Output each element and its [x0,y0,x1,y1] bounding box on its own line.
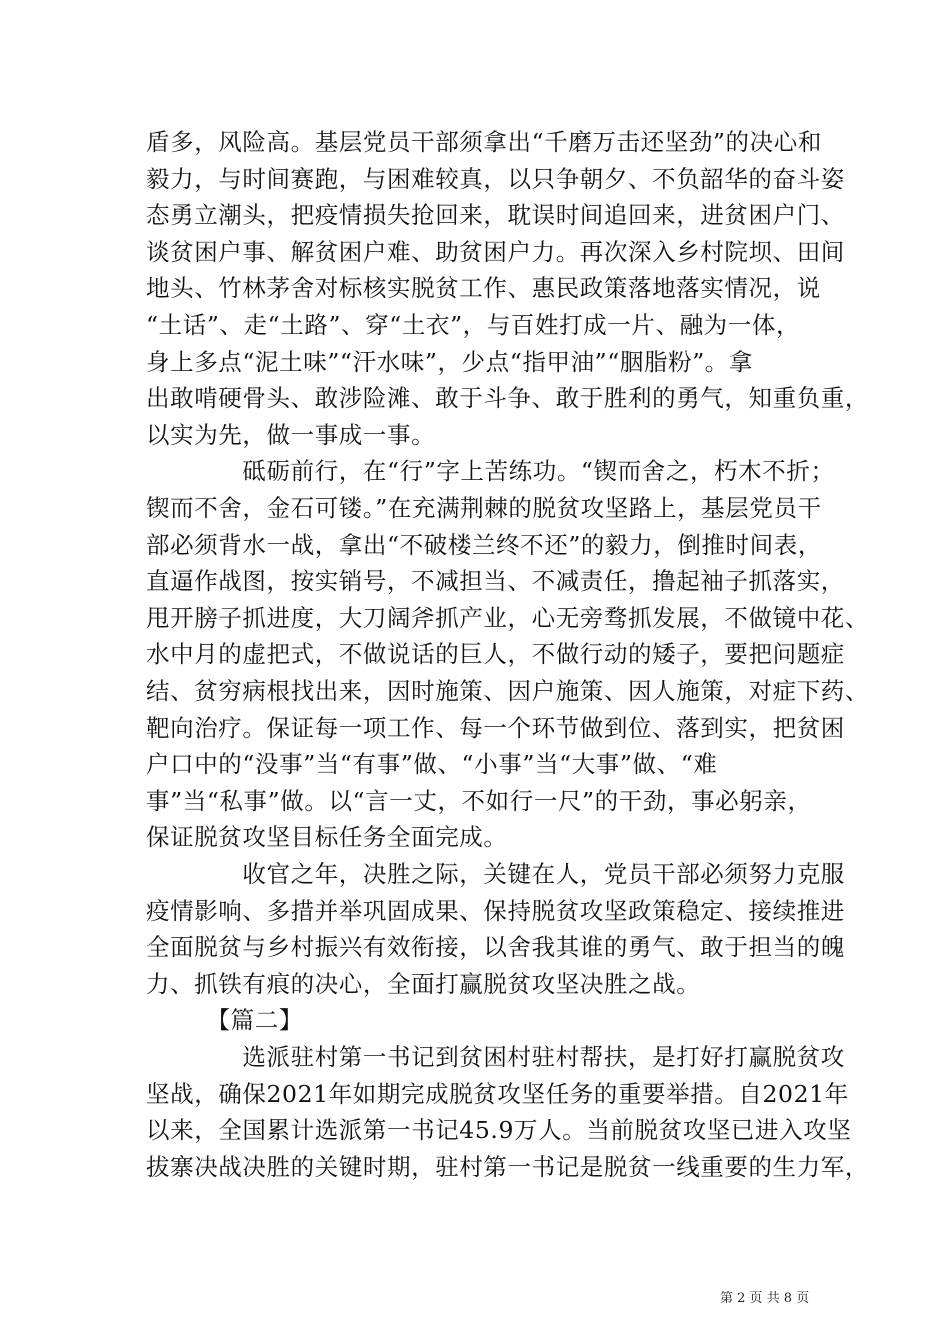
text-line: 甩开膀子抓进度，大刀阔斧抓产业，心无旁骛抓发展，不做镜中花、 [146,603,869,632]
text-line: 出敢啃硬骨头、敢涉险滩、敢于斗争、敢于胜利的勇气，知重负重， [146,384,869,413]
text-line: 谈贫困户事、解贫困户难、助贫困户力。再次深入乡村院坝、田间 [146,237,845,266]
text-line: 选派驻村第一书记到贫困村驻村帮扶，是打好打赢脱贫攻 [146,1043,845,1071]
text-line: 事”当“私事”做。以“言一丈，不如行一尺”的干劲，事必躬亲， [146,786,812,815]
text-line: 部必须背水一战，拿出“不破楼兰终不还”的毅力，倒推时间表， [146,530,822,559]
page-footer: 第 2 页 共 8 页 [720,1291,810,1306]
text-line: 收官之年，决胜之际，关键在人，党员干部必须努力克服 [146,860,845,888]
text-line: 态勇立潮头，把疫情损失抢回来，耽误时间追回来，进贫困户门、 [146,201,845,230]
text-line: “土话”、走“土路”、穿“土衣”，与百姓打成一片、融为一体， [146,311,801,339]
text-line: 保证脱贫攻坚目标任务全面完成。 [146,823,508,852]
text-line: 靶向治疗。保证每一项工作、每一个环节做到位、落到实，把贫困 [146,713,845,742]
text-line: 以实为先，做一事成一事。 [146,420,436,449]
text-line: 身上多点“泥土味”“汗水味”，少点“指甲油”“胭脂粉”。拿 [146,347,754,376]
text-line: 户口中的“没事”当“有事”做、“小事”当“大事”做、“难 [146,750,718,779]
text-line: 毅力，与时间赛跑，与困难较真，以只争朝夕、不负韶华的奋斗姿 [146,164,845,193]
text-line: 坚战，确保2021年如期完成脱贫攻坚任务的重要举措。自2021年 [146,1079,849,1108]
text-line: 砥砺前行，在“行”字上苦练功。“锲而舍之，朽木不折； [146,457,835,486]
text-line: 力、抓铁有痕的决心，全面打赢脱贫攻坚决胜之战。 [146,969,701,998]
text-line: 盾多，风险高。基层党员干部须拿出“千磨万击还坚劲”的决心和 [146,128,822,156]
text-line: 【篇二】 [146,1006,303,1035]
text-line: 地头、竹林茅舍对标核实脱贫工作、惠民政策落地落实情况，说 [146,274,821,303]
text-line: 全面脱贫与乡村振兴有效衔接，以舍我其谁的勇气、敢于担当的魄 [146,933,845,962]
text-line: 以来，全国累计选派第一书记45.9万人。当前脱贫攻坚已进入攻坚 [146,1116,852,1145]
text-line: 结、贫穷病根找出来，因时施策、因户施策、因人施策，对症下药、 [146,677,869,705]
text-line: 拔寨决战决胜的关键时期，驻村第一书记是脱贫一线重要的生力军， [146,1152,869,1181]
text-line: 直逼作战图，按实销号，不减担当、不减责任，撸起袖子抓落实， [146,567,845,596]
text-line: 水中月的虚把式，不做说话的巨人，不做行动的矮子，要把问题症 [146,640,845,669]
text-line: 疫情影响、多措并举巩固成果、保持脱贫攻坚政策稳定、接续推进 [146,896,845,925]
text-line: 锲而不舍，金石可镂。”在充满荆棘的脱贫攻坚路上，基层党员干 [146,494,822,522]
